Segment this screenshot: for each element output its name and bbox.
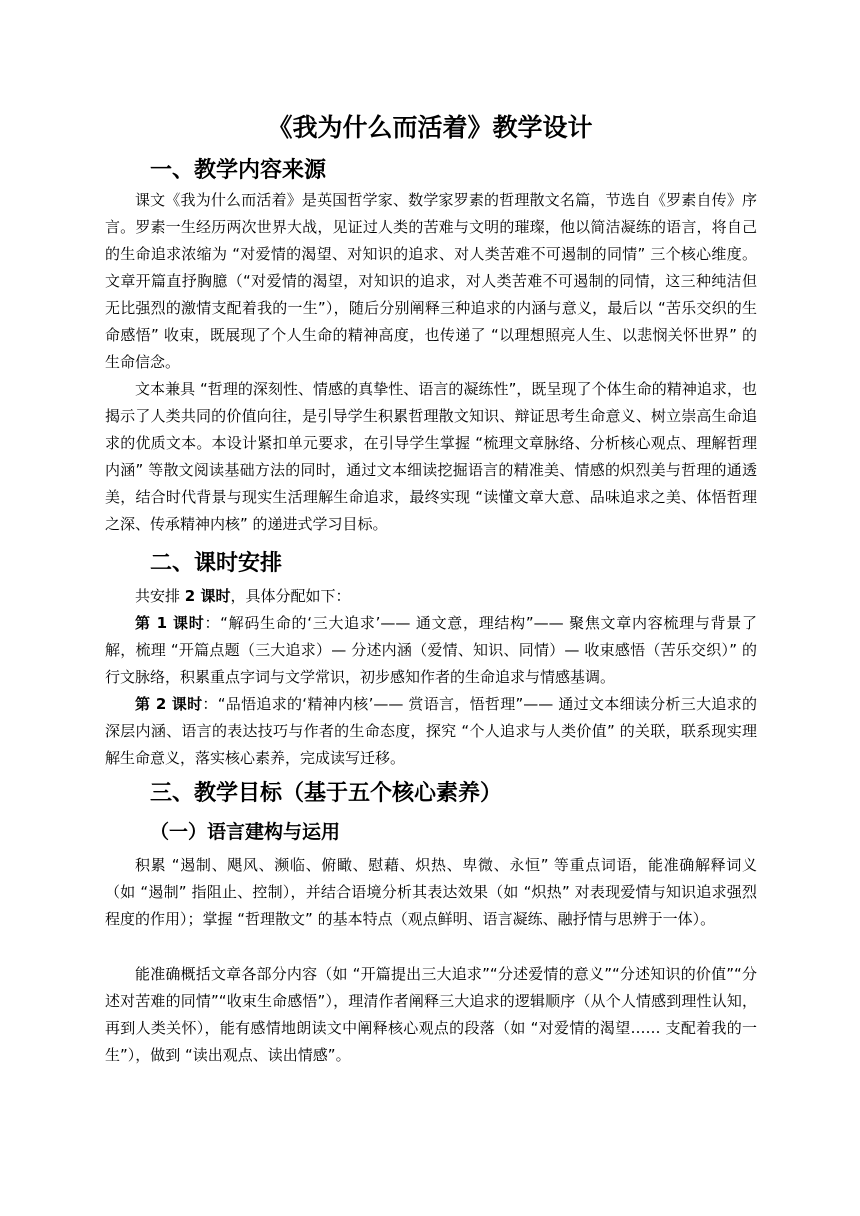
- subsection-heading-language: （一）语言建构与运用: [150, 821, 341, 843]
- schedule-total-lessons: 2 课时: [184, 587, 231, 605]
- schedule-intro: [105, 583, 757, 610]
- lesson-2-text: ：“品悟追求的‘精神内核’—— 赏语言，悟哲理”—— 通过文本细读分析三大追求的深层内涵、语言的表达技巧与作者的生命态度，探究 “个人追求与人类价值” 的关联，联系现实理解生命意义，落实核心素养，完成读写迁移。: [105, 695, 757, 767]
- section-heading-schedule: 二、课时安排: [150, 551, 283, 576]
- lesson-1-label: 第 1 课时: [135, 614, 205, 632]
- document-title: 《我为什么而活着》教学设计: [267, 113, 593, 142]
- lesson-2-paragraph: [105, 691, 757, 772]
- schedule-intro-pre: 共安排: [135, 587, 185, 605]
- paragraph-source-2: 文本兼具 “哲理的深刻性、情感的真挚性、语言的凝练性”，既呈现了个体生命的精神追求，也揭示了人类共同的价值向往，是引导学生积累哲理散文知识、辩证思考生命意义、树立崇高生命追求的优质文本。本设计紧扣单元要求，在引导学生掌握 “梳理文章脉络、分析核心观点、理解哲理内涵” 等散文阅读基础方法的同时，通过文本细读挖掘语言的精准美、情感的炽烈美与哲理的通透美，结合时代背景与现实生活理解生命追求，最终实现 “读懂文章大意、品味追求之美、体悟哲理之深、传承精神内核” 的递进式学习目标。: [105, 380, 757, 533]
- section-heading-content-source: 一、教学内容来源: [150, 158, 327, 183]
- paragraph-language-2: 能准确概括文章各部分内容（如 “开篇提出三大追求”“分述爱情的意义”“分述知识的价值”“分述对苦难的同情”“收束生命感悟”），理清作者阐释三大追求的逻辑顺序（从个人情感到理性认知，再到人类关怀），能有感情地朗读文中阐释核心观点的段落（如 “对爱情的渴望…… 支配着我的一生”），做到 “读出观点、读出情感”。: [105, 965, 757, 1064]
- lesson-2-label: 第 2 课时: [135, 695, 203, 713]
- paragraph-source-1: 课文《我为什么而活着》是英国哲学家、数学家罗素的哲理散文名篇，节选自《罗素自传》序言。罗素一生经历两次世界大战，见证过人类的苦难与文明的璀璨，他以简洁凝练的语言，将自己的生命追求浓缩为 “对爱情的渴望、对知识的追求、对人类苦难不可遏制的同情” 三个核心维度。文章开篇直抒胸臆（“对爱情的渴望，对知识的追求，对人类苦难不可遏制的同情，这三种纯洁但无比强烈的激情支配着我的一生”），随后分别阐释三种追求的内涵与意义，最后以 “苦乐交织的生命感悟” 收束，既展现了个人生命的精神高度，也传递了 “以理想照亮人生、以悲悯关怀世界” 的生命信念。: [105, 191, 757, 371]
- lesson-1-text: ：“解码生命的‘三大追求’—— 通文意，理结构”—— 聚焦文章内容梳理与背景了解，梳理 “开篇点题（三大追求）— 分述内涵（爱情、知识、同情）— 收束感悟（苦乐交织）” 的行文脉络，积累重点字词与文学常识，初步感知作者的生命追求与情感基调。: [105, 614, 757, 686]
- section-heading-objectives: 三、教学目标（基于五个核心素养）: [150, 781, 503, 806]
- lesson-1-paragraph: [105, 610, 757, 691]
- paragraph-language-1: 积累 “遏制、飓风、濒临、俯瞰、慰藉、炽热、卑微、永恒” 等重点词语，能准确解释词义（如 “遏制” 指阻止、控制），并结合语境分析其表达效果（如 “炽热” 对表现爱情与知识追求强烈程度的作用）；掌握 “哲理散文” 的基本特点（观点鲜明、语言凝练、融抒情与思辨于一体）。: [105, 856, 757, 928]
- schedule-intro-post: ，具体分配如下：: [230, 587, 351, 605]
